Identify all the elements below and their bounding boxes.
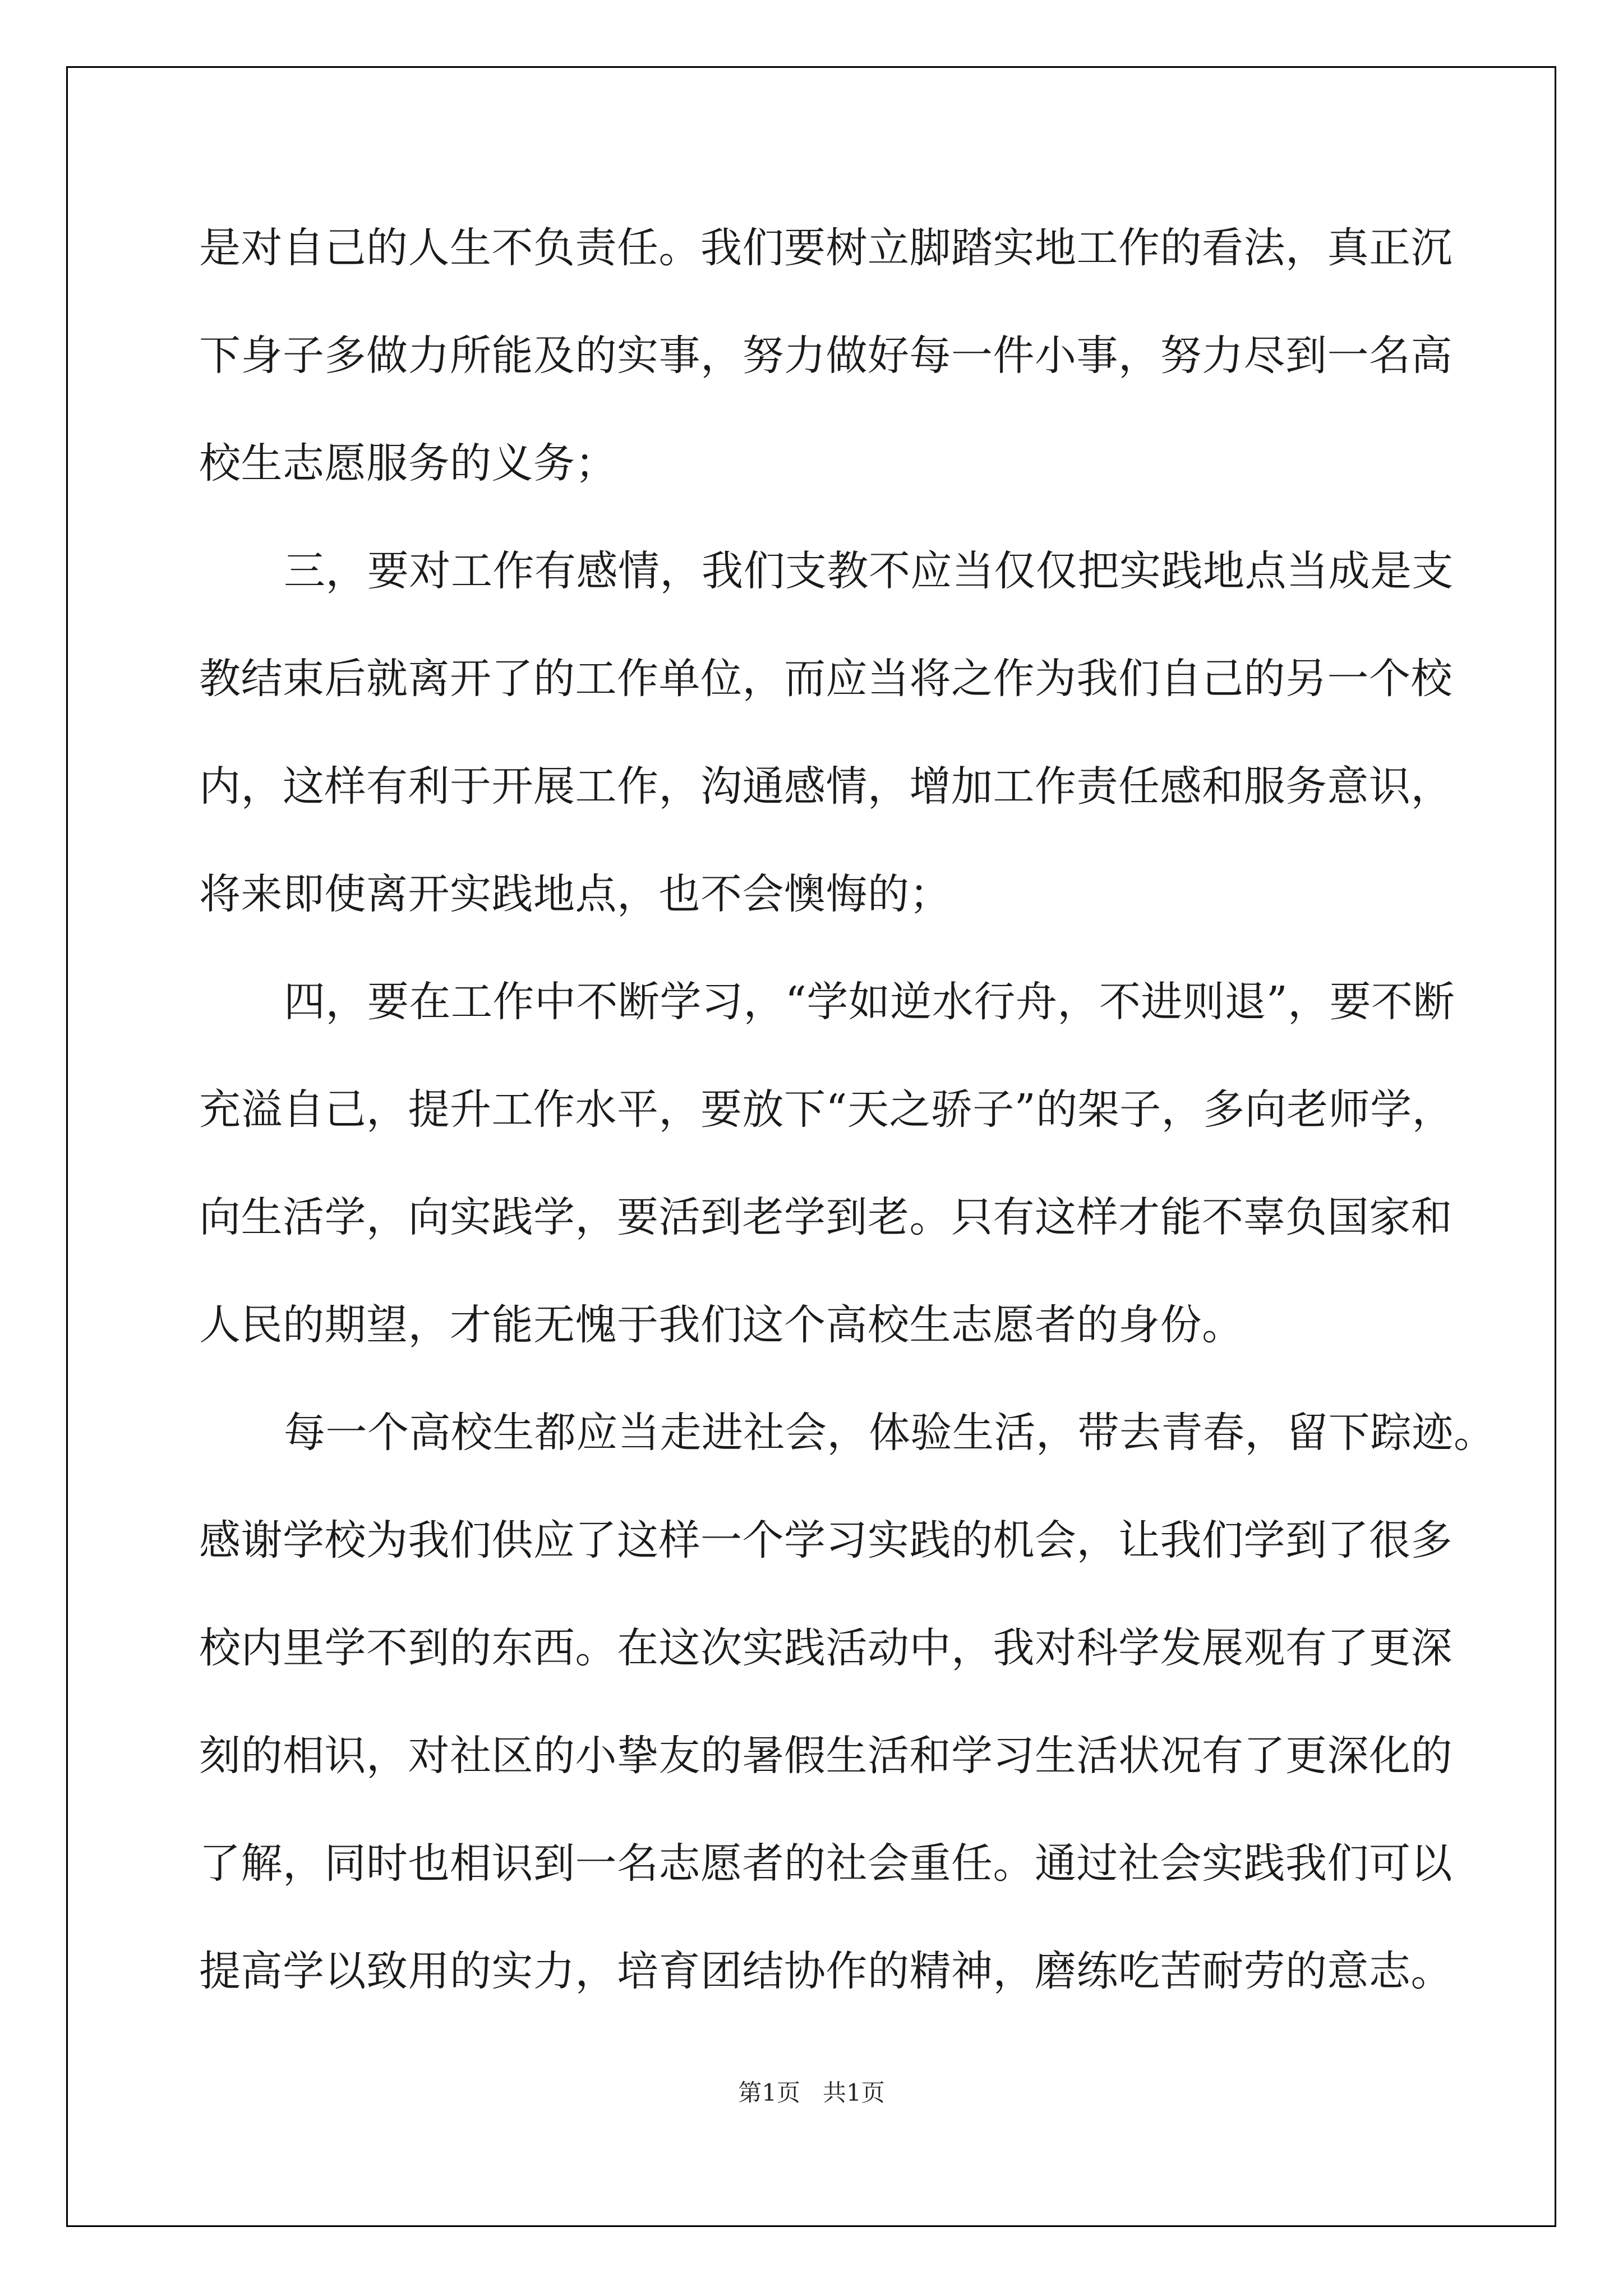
- text-line: 充溢自己，提升工作水平，要放下“天之骄子”的架子，多向老师学，: [199, 1085, 1454, 1134]
- text-line: 校内里学不到的东西。在这次实践活动中，我对科学发展观有了更深: [199, 1624, 1453, 1672]
- paragraph-start-line: 每一个高校生都应当走进社会，体验生活，带去青春，留下踪迹。: [284, 1409, 1496, 1457]
- text-line: 感谢学校为我们供应了这样一个学习实践的机会，让我们学到了很多: [199, 1516, 1453, 1565]
- text-line: 内，这样有利于开展工作，沟通感情，增加工作责任感和服务意识，: [199, 762, 1453, 811]
- page-border: [66, 66, 1556, 2227]
- text-line: 了解，同时也相识到一名志愿者的社会重任。通过社会实践我们可以: [199, 1839, 1453, 1888]
- paragraph-start-line: 四，要在工作中不断学习，“学如逆水行舟，不进则退”，要不断: [284, 978, 1455, 1026]
- text-line: 人民的期望，才能无愧于我们这个高校生志愿者的身份。: [199, 1301, 1244, 1349]
- paragraph-start-line: 三，要对工作有感情，我们支教不应当仅仅把实践地点当成是支: [284, 547, 1454, 595]
- page-number-footer: 第1页 共1页: [738, 2079, 885, 2106]
- text-line: 刻的相识，对社区的小挚友的暑假生活和学习生活状况有了更深化的: [199, 1732, 1453, 1780]
- text-line: 提高学以致用的实力，培育团结协作的精神，磨练吃苦耐劳的意志。: [199, 1947, 1453, 1995]
- text-line: 是对自己的人生不负责任。我们要树立脚踏实地工作的看法，真正沉: [199, 224, 1453, 272]
- text-line: 教结束后就离开了的工作单位，而应当将之作为我们自己的另一个校: [199, 655, 1453, 703]
- text-line: 下身子多做力所能及的实事，努力做好每一件小事，努力尽到一名高: [199, 332, 1453, 380]
- text-line: 将来即使离开实践地点，也不会懊悔的；: [199, 870, 951, 918]
- text-line: 向生活学，向实践学，要活到老学到老。只有这样才能不辜负国家和: [199, 1193, 1453, 1241]
- text-line: 校生志愿服务的义务；: [199, 439, 617, 487]
